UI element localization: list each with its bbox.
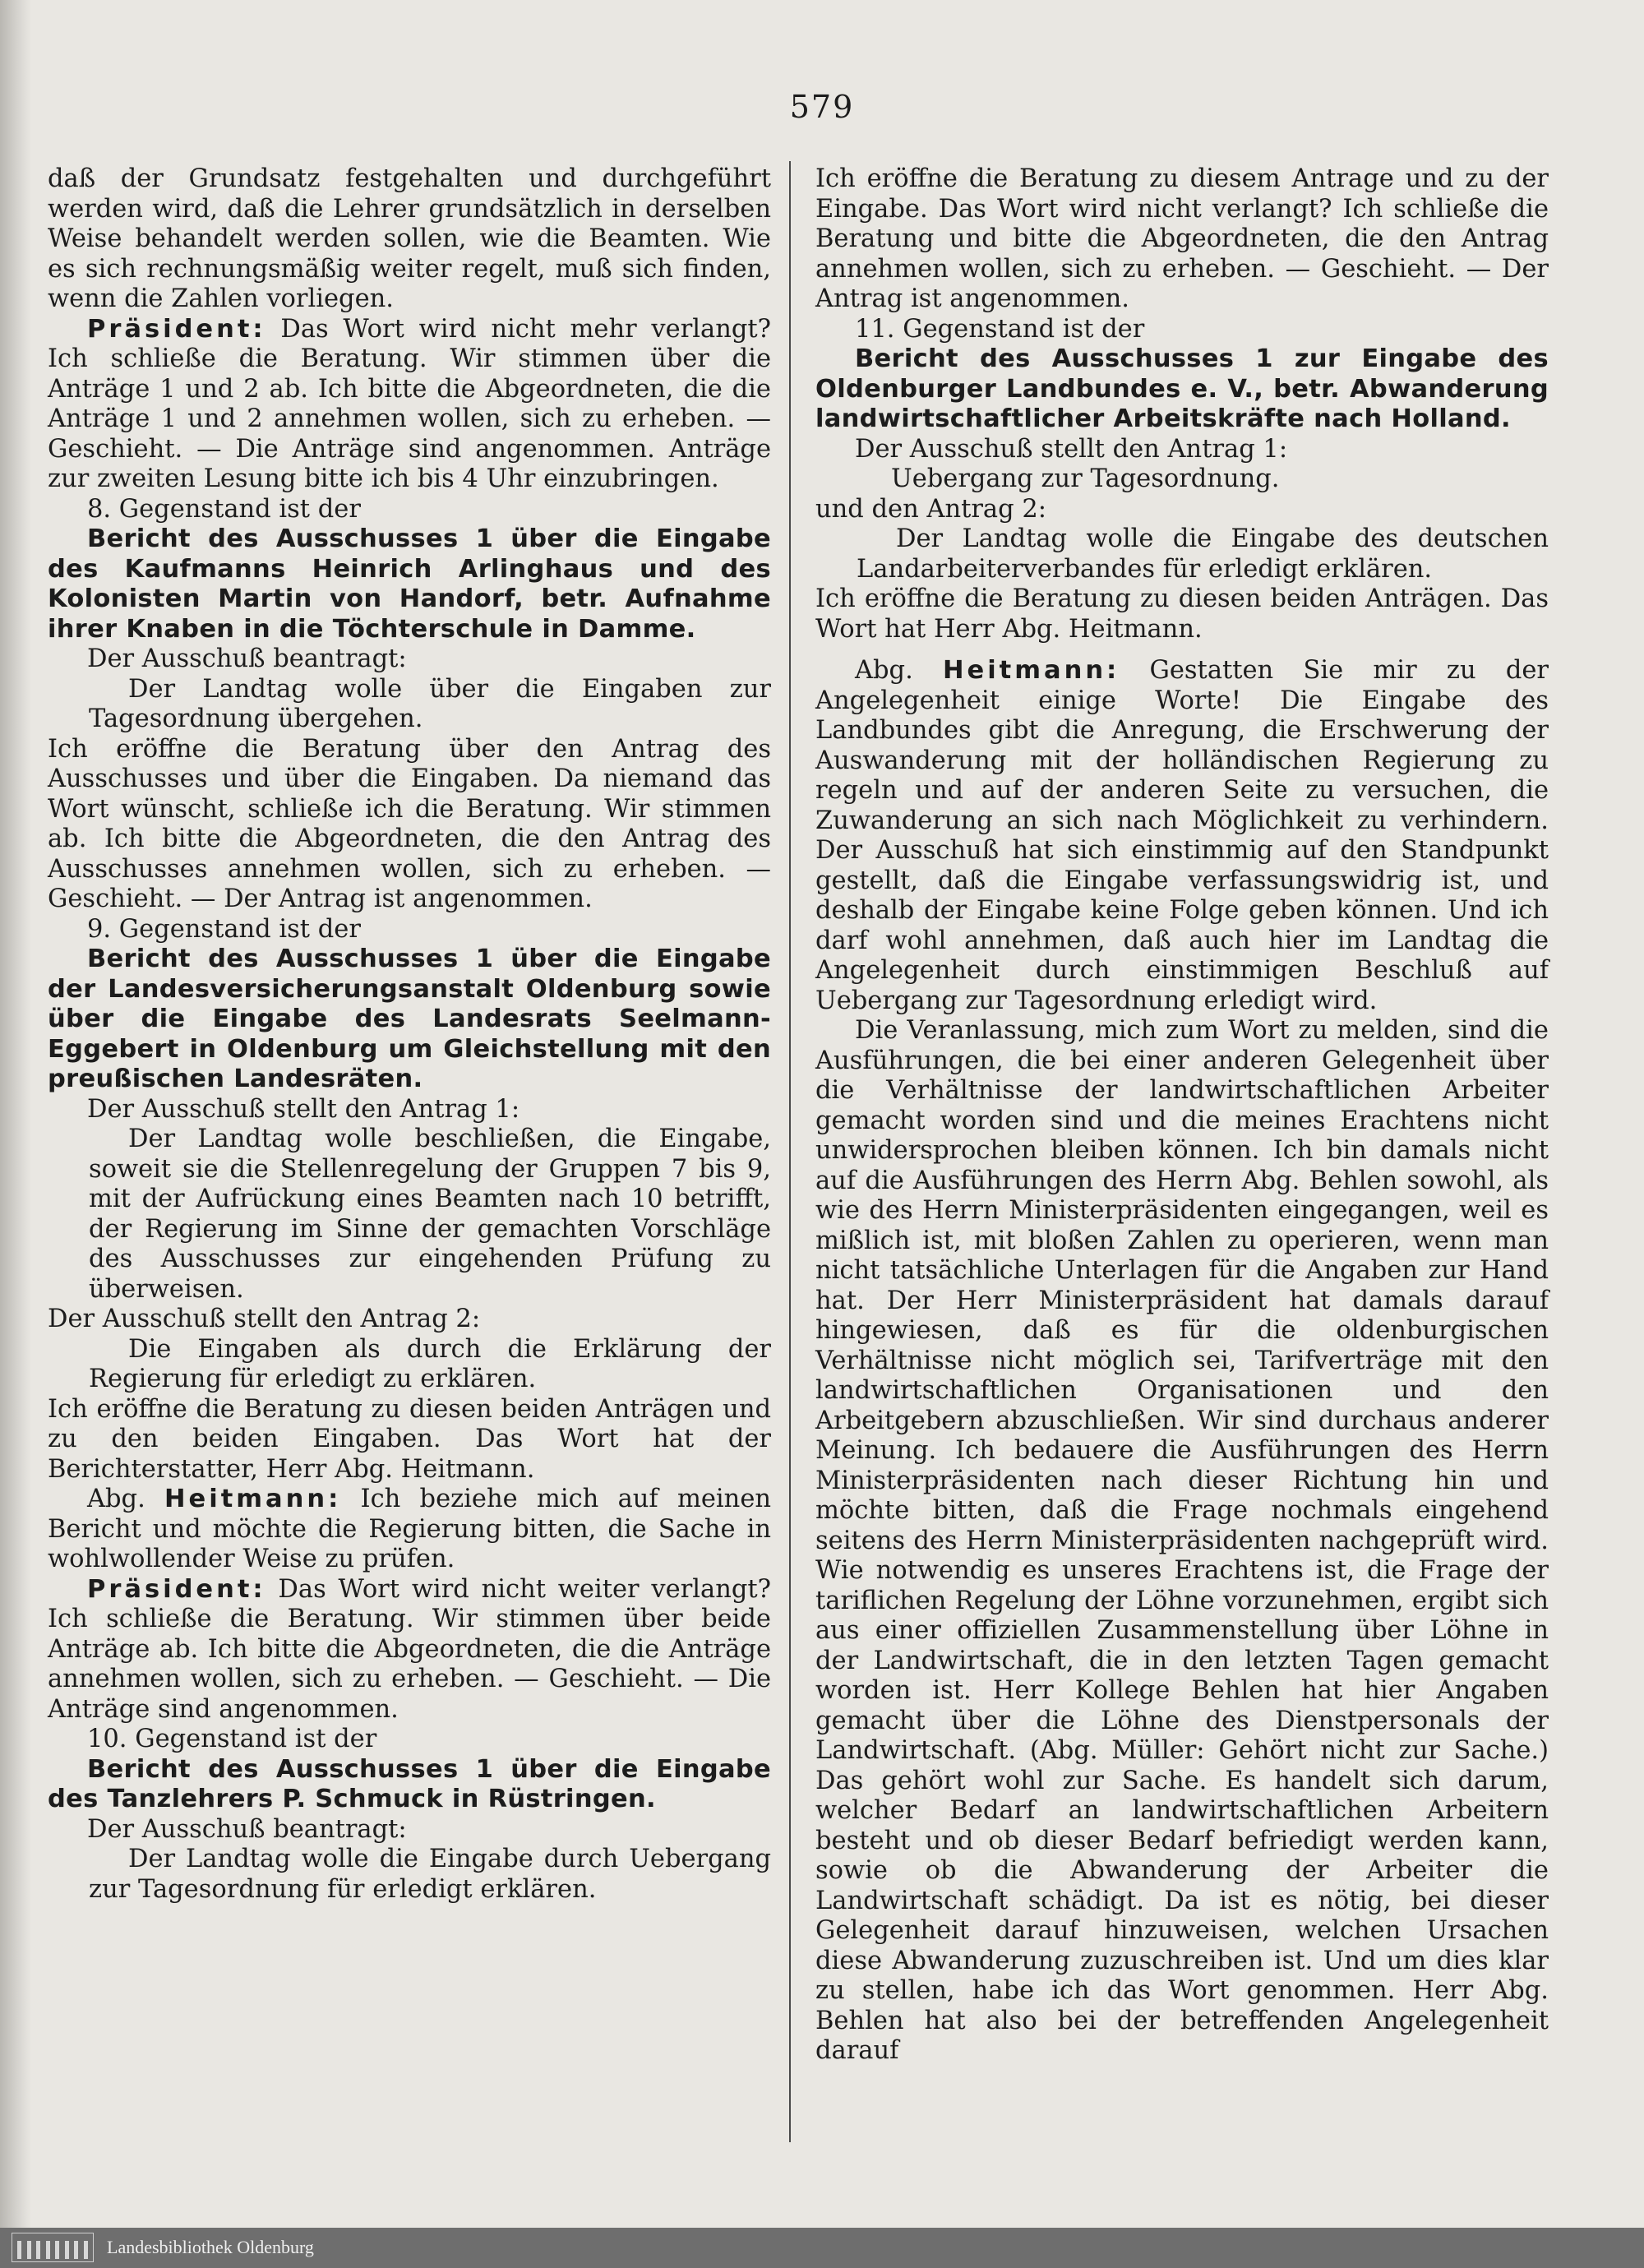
left-column [48, 164, 771, 1905]
report-heading: Bericht des Ausschusses 1 über die Eingabe des Kaufmanns Heinrich Arlinghaus und des Kolonisten Martin von Handorf, betr. Aufnahme ihrer Knaben in die Töchterschule in Damme. [48, 524, 771, 644]
paragraph: Der Ausschuß stellt den Antrag 2: [48, 1305, 481, 1333]
motion-text: Der Landtag wolle die Eingabe des deutschen Landarbeiterverbandes für erledigt erklären. [857, 524, 1549, 584]
motion-text: Uebergang zur Tagesordnung. [891, 464, 1280, 493]
speaker-prefix: Abg. [87, 1485, 165, 1513]
speaker-prefix: Abg. [855, 656, 944, 685]
column-divider [789, 161, 791, 2142]
paragraph: Der Ausschuß stellt den Antrag 1: [87, 1094, 520, 1124]
agenda-item-intro: 9. Gegenstand ist der [87, 914, 361, 944]
speech-text: Ich beziehe mich auf meinen Bericht und möchte die Regierung bitten, die Sache in wohlwollender Weise zu prüfen. [48, 1485, 772, 1573]
speaker-name: Heitmann: [164, 1485, 342, 1513]
right-column [815, 164, 1549, 2067]
speech-text: Das Wort wird nicht weiter verlangt? Ich schließe die Beratung. Wir stimmen über beide Anträge ab. Ich bitte die Abgeordneten, die die Anträge annehmen wollen, sich zu erheben. — Geschieht. — Die Anträge sind angenommen. [48, 1574, 771, 1724]
motion-text: Der Landtag wolle über die Eingaben zur Tagesordnung übergehen. [89, 674, 771, 733]
speech-paragraph [48, 1485, 771, 1575]
speech-text: Das Wort wird nicht mehr verlangt? Ich schließe die Beratung. Wir stimmen über die Anträge 1 und 2 ab. Ich bitte die Abgeordneten, die die Anträge 1 und 2 annehmen wollen, sich zu erheben. — Geschieht. — Die Anträge sind angenommen. Anträge zur zweiten Lesung bitte ich bis 4 Uhr einzubringen. [48, 314, 771, 493]
paragraph: Ich eröffne die Beratung zu diesen beiden Anträgen. Das Wort hat Herr Abg. Heitmann. [815, 584, 1549, 644]
motion-text: Der Landtag wolle beschließen, die Eingabe, soweit sie die Stellenregelung der Gruppen 7 bis 9, mit der Aufrückung eines Beamten nach 10 betrifft, der Regierung im Sinne der gemachten Vorschläge des Ausschusses zur eingehenden Prüfung zu überweisen. [89, 1125, 771, 1304]
agenda-item-intro: 10. Gegenstand ist der [87, 1725, 377, 1753]
paragraph: Der Ausschuß stellt den Antrag 1: [855, 434, 1288, 464]
paragraph: und den Antrag 2: [815, 494, 1047, 524]
paragraph: daß der Grundsatz festgehalten und durchgeführt werden wird, daß die Lehrer grundsätzlich in derselben Weise behandelt werden sollen, wie die Beamten. Wie es sich rechnungsmäßig weiter regelt, muß sich finden, wenn die Zahlen vorliegen. [48, 164, 771, 313]
motion-text: Der Landtag wolle die Eingabe durch Uebergang zur Tagesordnung für erledigt erklären. [89, 1845, 771, 1904]
motion-text: Die Eingaben als durch die Erklärung der Regierung für erledigt zu erklären. [89, 1334, 771, 1393]
page-edge-shadow [0, 0, 31, 2228]
library-footer-label: Landesbibliothek Oldenburg [107, 2237, 314, 2257]
paragraph: Die Veranlassung, mich zum Wort zu melden, sind die Ausführungen, die bei einer anderen Gelegenheit über die Verhältnisse der landwirtschaftlichen Arbeiter gemacht worden sind und die meines Erachtens nicht unwidersprochen bleiben können. Ich bin damals nicht auf die Ausführungen des Herrn Abg. Behlen sowohl, als wie des Herrn Ministerpräsidenten eingegangen, weil es mißlich ist, mit bloßen Zahlen zu operieren, wenn man nicht tatsächliche Unterlagen für die Angaben zur Hand hat. Der Herr Ministerpräsident hat damals darauf hingewiesen, daß es für die oldenburgischen Verhältnisse nicht möglich sei, Tarifverträge mit den landwirtschaftlichen Organisationen und den Arbeitgebern abzuschließen. Wir sind durchaus anderer Meinung. Ich bedauere die Ausführungen des Herrn Ministerpräsidenten nach dieser Richtung hin und möchte bitten, daß die Frage nochmals eingehend seitens des Herrn Ministerpräsidenten nachgeprüft wird. Wie notwendig es unseres Erachtens ist, die Frage der tariflichen Regelung der Löhne vorzunehmen, ergibt sich aus einer offiziellen Zusammenstellung über Löhne in der Landwirtschaft, die in den letzten Tagen gemacht worden ist. Herr Kollege Behlen hat hier Angaben gemacht über die Löhne des Dienstpersonals der Landwirtschaft. (Abg. Müller: Gehört nicht zur Sache.) Das gehört wohl zur Sache. Es handelt sich darum, welcher Bedarf an landwirtschaftlichen Arbeitern besteht und ob dieser Bedarf befriedigt werden kann, sowie ob die Abwanderung der Arbeiter die Landwirtschaft schädigt. Da ist es nötig, bei dieser Gelegenheit darauf hinzuweisen, welchen Ursachen diese Abwanderung zuzuschreiben ist. Und um dies klar zu stellen, habe ich das Wort genommen. Herr Abg. Behlen hat also bei der betreffenden Angelegenheit darauf [815, 1016, 1549, 2065]
speech-paragraph [815, 656, 1549, 1016]
agenda-item-intro: 8. Gegenstand ist der [87, 494, 361, 524]
report-heading: Bericht des Ausschusses 1 über die Eingabe der Landesversicherungsanstalt Oldenburg sowie über die Eingabe des Landesrats Seelmann-Eggebert in Oldenburg um Gleichstellung mit den preußischen Landesräten. [48, 945, 771, 1093]
report-heading: Bericht des Ausschusses 1 zur Eingabe des Oldenburger Landbundes e. V., betr. Abwanderung landwirtschaftlicher Arbeitskräfte nach Holland. [815, 344, 1549, 433]
library-building-icon [12, 2233, 94, 2262]
speech-paragraph [48, 315, 771, 495]
paragraph: Ich eröffne die Beratung über den Antrag des Ausschusses und über die Eingaben. Da niemand das Wort wünscht, schließe ich die Beratung. Wir stimmen ab. Ich bitte die Abgeordneten, die den Antrag des Ausschusses annehmen wollen, sich zu erheben. — Geschieht. — Der Antrag ist angenommen. [48, 734, 771, 913]
speech-paragraph [48, 1575, 771, 1725]
paragraph: Der Ausschuß beantragt: [87, 644, 407, 673]
report-heading: Bericht des Ausschusses 1 über die Eingabe des Tanzlehrers P. Schmuck in Rüstringen. [48, 1754, 771, 1813]
paragraph: Ich eröffne die Beratung zu diesem Antrage und zu der Eingabe. Das Wort wird nicht verlangt? Ich schließe die Beratung und bitte die Abgeordneten, die den Antrag annehmen wollen, sich zu erheben. — Geschieht. — Der Antrag ist angenommen. [815, 164, 1549, 313]
paragraph: Der Ausschuß beantragt: [87, 1814, 407, 1844]
speaker-name: Präsident: [87, 314, 266, 344]
speech-text: Gestatten Sie mir zu der Angelegenheit einige Worte! Die Eingabe des Landbundes gibt die Anregung, die Erschwerung der Auswanderung mit der holländischen Regierung zu regeln und auf der anderen Seite zu versuchen, die Zuwanderung an sich nach Möglichkeit zu verhindern. Der Ausschuß hat sich einstimmig auf den Standpunkt gestellt, daß die Eingabe verfassungswidrig ist, und deshalb der Eingabe keine Folge geben können. Und ich darf wohl annehmen, daß auch hier im Landtag die Angelegenheit durch einstimmigen Beschluß auf Uebergang zur Tagesordnung erledigt wird. [815, 656, 1549, 1015]
speaker-name: Heitmann: [943, 656, 1120, 685]
paragraph: Ich eröffne die Beratung zu diesen beiden Anträgen und zu den beiden Eingaben. Das Wort hat der Berichterstatter, Herr Abg. Heitmann. [48, 1394, 771, 1484]
agenda-item-intro: 11. Gegenstand ist der [855, 314, 1145, 344]
speaker-name: Präsident: [87, 1574, 266, 1604]
page-number: 579 [789, 89, 855, 125]
